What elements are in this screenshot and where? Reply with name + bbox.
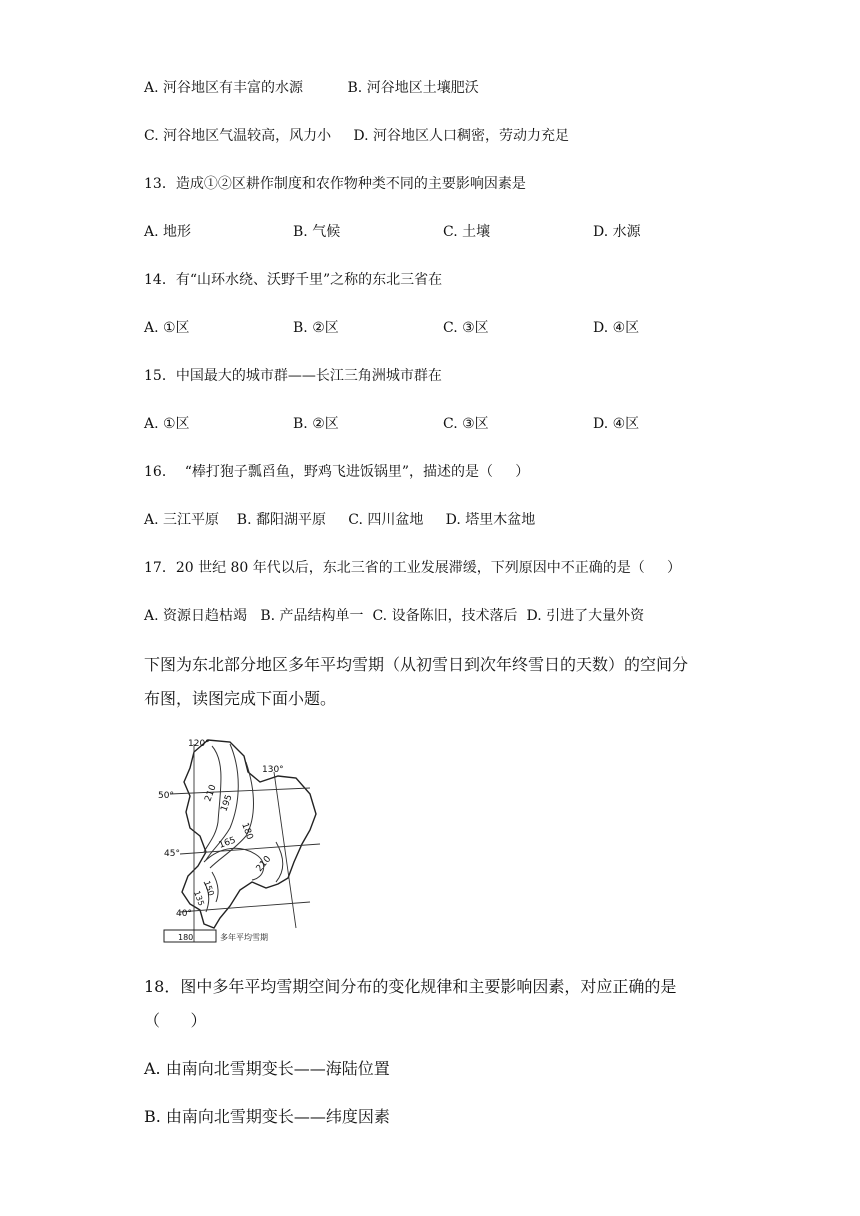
q17-options: A. 资源日趋枯竭 B. 产品结构单一 C. 设备陈旧，技术落后 D. 引进了大量外资 <box>144 608 645 624</box>
contour-label-180: 180 <box>239 821 255 842</box>
contour-165 <box>204 848 264 880</box>
q13-option-d: D. 水源 <box>593 224 641 240</box>
snow-period-map <box>160 732 330 952</box>
q13-option-c: C. 土壤 <box>443 224 491 240</box>
contour-label-150: 150 <box>202 879 216 898</box>
q16-options: A. 三江平原 B. 鄱阳湖平原 C. 四川盆地 D. 塔里木盆地 <box>144 512 536 528</box>
contour-label-165: 165 <box>217 835 238 851</box>
contour-label-195: 195 <box>219 793 235 814</box>
q14-option-b: B. ②区 <box>293 320 339 336</box>
q14-option-d: D. ④区 <box>593 320 640 336</box>
lat-label-45: 45° <box>164 849 180 859</box>
map-intro-line-1: 下图为东北部分地区多年平均雪期（从初雪日到次年终雪日的天数）的空间分 <box>144 655 689 674</box>
lon-label-120: 120° <box>188 739 210 749</box>
q18-option-a: A. 由南向北雪期变长——海陆位置 <box>144 1059 390 1078</box>
q13-option-a: A. 地形 <box>144 224 192 240</box>
q14-option-a: A. ①区 <box>144 320 190 336</box>
q15-option-d: D. ④区 <box>593 416 640 432</box>
option-line-c-d: C. 河谷地区气温较高，风力小 D. 河谷地区人口稠密，劳动力充足 <box>144 128 569 144</box>
map-intro-line-2: 布图，读图完成下面小题。 <box>144 689 337 708</box>
question-14: 14．有“山环水绕、沃野千里”之称的东北三省在 <box>144 272 443 288</box>
q15-option-b: B. ②区 <box>293 416 339 432</box>
question-15: 15．中国最大的城市群——长江三角洲城市群在 <box>144 368 442 384</box>
contour-label-210-east: 210 <box>254 854 274 874</box>
q15-option-a: A. ①区 <box>144 416 190 432</box>
lat-45-line <box>180 844 320 854</box>
contour-label-135: 135 <box>192 889 206 908</box>
option-line-a-b: A. 河谷地区有丰富的水源 B. 河谷地区土壤肥沃 <box>144 80 479 96</box>
contour-label-210-west: 210 <box>203 783 219 804</box>
question-16: 16． “棒打狍子瓢舀鱼，野鸡飞进饭锅里”，描述的是（ ） <box>144 464 530 480</box>
q18-option-b: B. 由南向北雪期变长——纬度因素 <box>144 1107 390 1126</box>
question-17: 17．20 世纪 80 年代以后，东北三省的工业发展滞缓，下列原因中不正确的是（ ） <box>144 560 682 576</box>
lat-label-50: 50° <box>158 791 174 801</box>
q13-option-b: B. 气候 <box>293 224 341 240</box>
q14-option-c: C. ③区 <box>443 320 489 336</box>
lon-label-130: 130° <box>262 765 284 775</box>
legend-text: 多年平均雪期 <box>220 933 268 942</box>
question-18: 18．图中多年平均雪期空间分布的变化规律和主要影响因素，对应正确的是 <box>144 977 677 996</box>
contour-180 <box>210 762 254 868</box>
q15-option-c: C. ③区 <box>443 416 489 432</box>
question-13: 13．造成①②区耕作制度和农作物种类不同的主要影响因素是 <box>144 176 526 192</box>
lat-50-line <box>170 788 310 794</box>
legend-value: 180 <box>178 933 194 942</box>
lat-label-40: 40° <box>176 909 192 919</box>
question-18-bracket: （ ） <box>144 1011 207 1030</box>
contour-210-east <box>276 842 283 882</box>
